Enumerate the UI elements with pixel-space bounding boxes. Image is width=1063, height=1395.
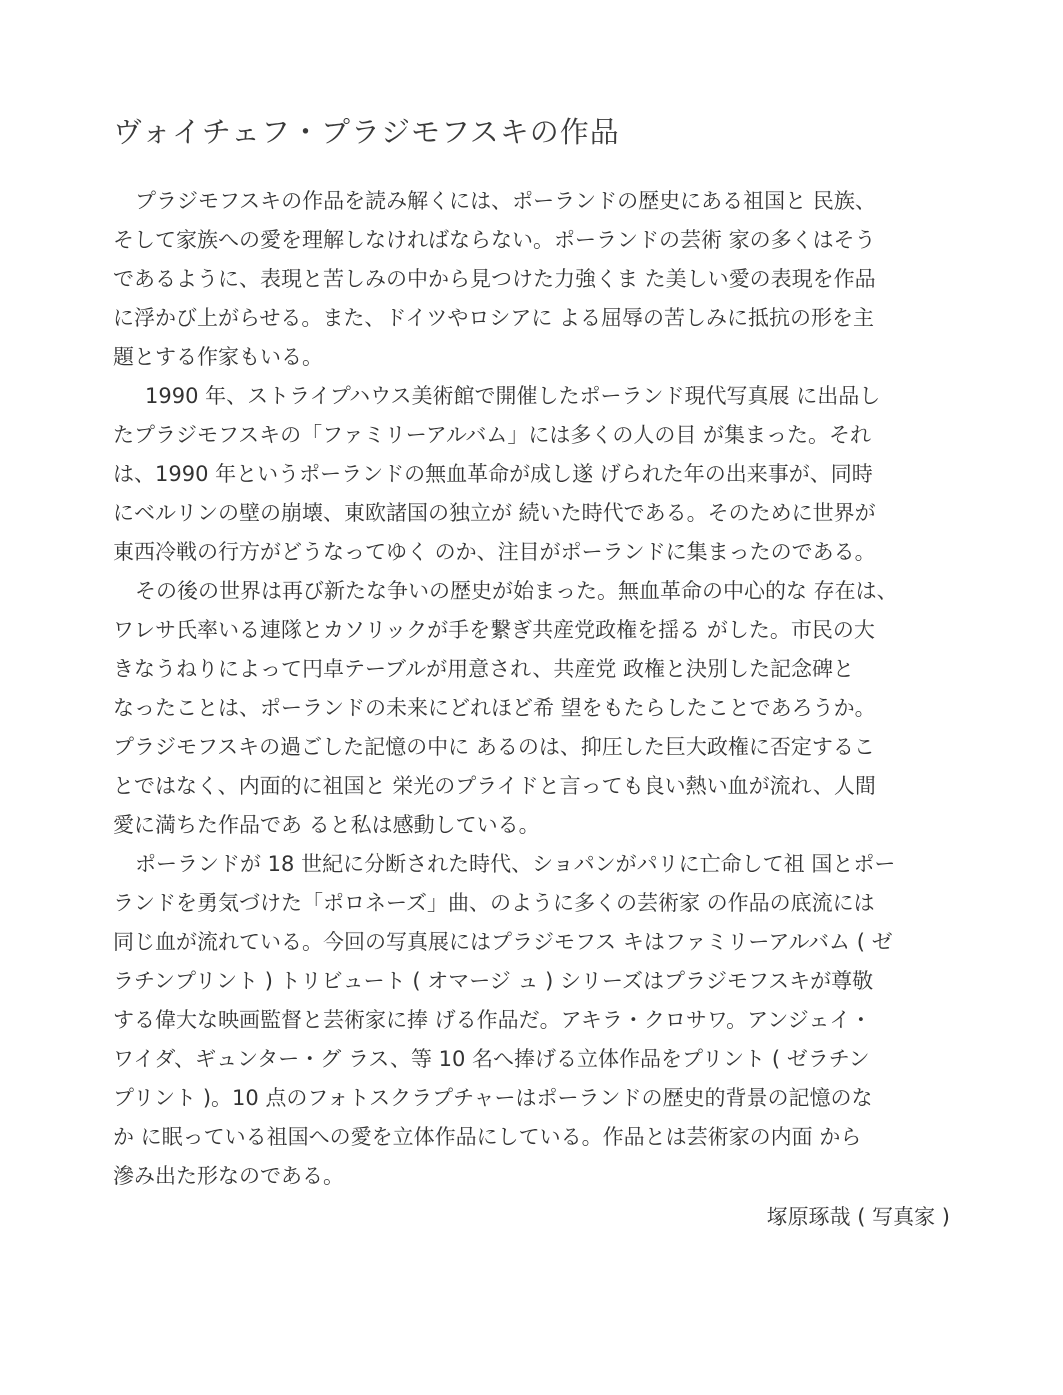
paragraph-3-line: きなうねりによって円卓テーブルが用意され、共産党 政権と決別した記念碑と <box>113 657 855 681</box>
paragraph-3-line: 愛に満ちた作品であ ると私は感動している。 <box>113 813 540 837</box>
paragraph-4-line: プリント )。10 点のフォトスクラプチャーはポーランドの歴史的背景の記憶のな <box>113 1086 873 1110</box>
paragraph-3-line: その後の世界は再び新たな争いの歴史が始まった。無血革命の中心的な 存在は、 <box>135 579 898 603</box>
paragraph-1-line: 題とする作家もいる。 <box>113 345 323 369</box>
paragraph-2-line: 1990 年、ストライプハウス美術館で開催したポーランド現代写真展 に出品し <box>145 384 881 408</box>
paragraph-4-line: ラチンプリント ) トリビュート ( オマージ ュ ) シリーズはプラジモフスキが尊敬 <box>113 969 874 993</box>
article-body <box>113 182 953 1196</box>
paragraph-2-line: にベルリンの壁の崩壊、東欧諸国の独立が 続いた時代である。そのために世界が <box>113 501 876 525</box>
article-title: ヴォイチェフ・プラジモフスキの作品 <box>113 115 620 149</box>
paragraph-1-line: に浮かび上がらせる。また、ドイツやロシアに よる屈辱の苦しみに抵抗の形を主 <box>113 306 874 330</box>
paragraph-1-line: プラジモフスキの作品を読み解くには、ポーランドの歴史にある祖国と 民族、 <box>135 189 876 213</box>
paragraph-4-line: ワイダ、ギュンター・グ ラス、等 10 名へ捧げる立体作品をプリント ( ゼラチン <box>113 1047 870 1071</box>
paragraph-4-line: ランドを勇気づけた「ポロネーズ」曲、のように多くの芸術家 の作品の底流には <box>113 891 875 915</box>
paragraph-3-line: プラジモフスキの過ごした記憶の中に あるのは、抑圧した巨大政権に否定するこ <box>113 735 875 759</box>
paragraph-4-line: ポーランドが 18 世紀に分断された時代、ショパンがパリに亡命して祖 国とポー <box>135 852 896 876</box>
paragraph-2-line: たプラジモフスキの「ファミリーアルバム」には多くの人の目 が集まった。それ <box>113 423 872 447</box>
paragraph-1-line: であるように、表現と苦しみの中から見つけた力強くま た美しい愛の表現を作品 <box>113 267 876 291</box>
paragraph-2-line: は、1990 年というポーランドの無血革命が成し遂 げられた年の出来事が、同時 <box>113 462 873 486</box>
paragraph-4-line: か に眠っている祖国への愛を立体作品にしている。作品とは芸術家の内面 から <box>113 1125 862 1149</box>
paragraph-2-line: 東西冷戦の行方がどうなってゆく のか、注目がポーランドに集まったのである。 <box>113 540 876 564</box>
paragraph-3-line: なったことは、ポーランドの未来にどれほど希 望をもたらしたことであろうか。 <box>113 696 876 720</box>
paragraph-4-line: する偉大な映画監督と芸術家に捧 げる作品だ。アキラ・クロサワ。アンジェイ・ <box>113 1008 872 1032</box>
paragraph-3-line: とではなく、内面的に祖国と 栄光のプライドと言っても良い熱い血が流れ、人間 <box>113 774 876 798</box>
author-signature: 塚原琢哉 ( 写真家 ) <box>766 1205 950 1229</box>
paragraph-4-line: 同じ血が流れている。今回の写真展にはプラジモフス キはファミリーアルバム ( ゼ <box>113 930 893 954</box>
paragraph-3-line: ワレサ氏率いる連隊とカソリックが手を繋ぎ共産党政権を揺る がした。市民の大 <box>113 618 875 642</box>
paragraph-1-line: そして家族への愛を理解しなければならない。ポーランドの芸術 家の多くはそう <box>113 228 876 252</box>
paragraph-4-line: 滲み出た形なのである。 <box>113 1164 344 1188</box>
